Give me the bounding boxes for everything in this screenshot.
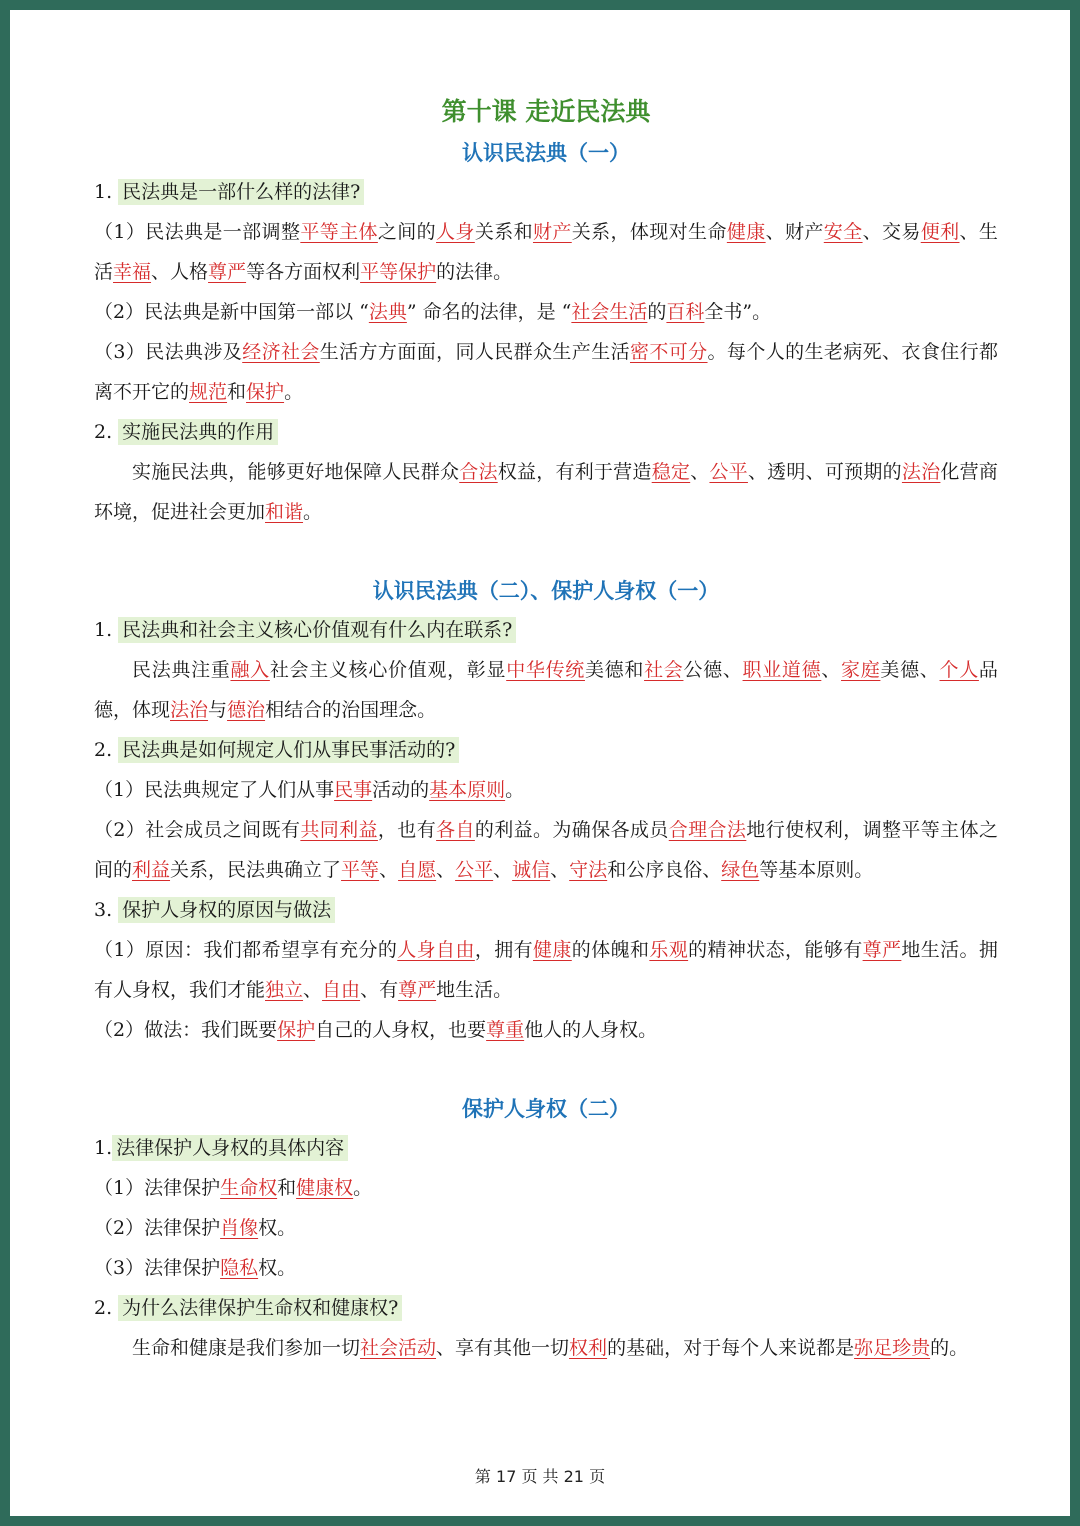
text-segment: 、	[690, 461, 710, 483]
paragraph	[94, 1010, 998, 1050]
keyword: 公平	[455, 859, 494, 881]
text-segment: 社会主义核心价值观，彰显	[269, 659, 507, 681]
keyword: 守法	[569, 859, 608, 881]
text-segment: 权。	[258, 1257, 297, 1279]
keyword: 社会活动	[360, 1337, 437, 1359]
paragraph	[94, 1248, 998, 1288]
text-segment: 、人格	[151, 261, 209, 283]
text-segment: 、	[303, 979, 323, 1001]
keyword: 中华传统	[506, 659, 585, 681]
text-segment: 、	[379, 859, 399, 881]
keyword: 平等	[341, 859, 380, 881]
text-segment: ” 命名的法律，是 “	[406, 301, 572, 323]
section-title: 认识民法典（一）	[462, 141, 630, 165]
text-segment: 。	[284, 381, 304, 403]
text-segment: 生命和健康是我们参加一切	[132, 1337, 361, 1359]
text-segment: 、有	[360, 979, 399, 1001]
text-segment: （2）民法典是新中国第一部以 “	[94, 301, 369, 323]
keyword: 尊严	[398, 979, 437, 1001]
text-segment: 权益，有利于营造	[497, 461, 652, 483]
keyword: 平等保护	[360, 261, 437, 283]
text-segment: （1）法律保护	[94, 1177, 221, 1199]
text-segment: （3）民法典涉及	[94, 341, 243, 363]
keyword: 共同利益	[300, 819, 378, 841]
keyword: 幸福	[113, 261, 152, 283]
keyword: 绿色	[721, 859, 760, 881]
question-heading	[94, 172, 998, 212]
page-footer: 第 17 页 共 21 页	[474, 1467, 606, 1486]
text-segment: ，也有	[377, 819, 437, 841]
text-segment: 相结合的治国理念。	[265, 699, 437, 721]
keyword: 社会生活	[571, 301, 648, 323]
question-text: 民法典是如何规定人们从事民事活动的?	[118, 737, 459, 763]
text-segment: 与	[208, 699, 228, 721]
document-content	[94, 90, 998, 1368]
text-segment: 。	[303, 501, 323, 523]
keyword: 保护	[277, 1019, 316, 1041]
question-text: 为什么法律保护生命权和健康权?	[118, 1295, 402, 1321]
question-text: 民法典是一部什么样的法律?	[118, 179, 364, 205]
text-segment: （2）做法：我们既要	[94, 1019, 278, 1041]
text-segment: 地生活。	[436, 979, 513, 1001]
text-segment: （2）社会成员之间既有	[94, 819, 301, 841]
question-heading	[94, 1128, 998, 1168]
paragraph	[94, 1208, 998, 1248]
question-heading	[94, 412, 998, 452]
keyword: 个人	[939, 659, 979, 681]
text-segment: 全书”。	[704, 301, 772, 323]
text-segment: （1）民法典规定了人们从事	[94, 779, 335, 801]
text-segment: 、生活	[94, 221, 998, 283]
section-gap	[94, 1050, 998, 1090]
keyword: 融入	[230, 659, 270, 681]
keyword: 法治	[170, 699, 209, 721]
text-segment: 地生活。拥有人身权，我们才能	[94, 939, 998, 1001]
keyword: 平等主体	[300, 221, 378, 243]
paragraph	[94, 1168, 998, 1208]
keyword: 密不可分	[629, 341, 708, 363]
keyword: 法治	[901, 461, 941, 483]
text-segment: 他人的人身权。	[524, 1019, 658, 1041]
text-segment: 和	[227, 381, 247, 403]
keyword: 肖像	[220, 1217, 259, 1239]
text-segment: 化营商环境，促进社会更加	[94, 461, 998, 523]
keyword: 家庭	[841, 659, 881, 681]
text-segment: 、享有其他一切	[436, 1337, 570, 1359]
text-segment: 品德，体现	[94, 659, 998, 721]
paragraph	[94, 292, 998, 332]
question-number: 2.	[94, 421, 119, 443]
keyword: 人身自由	[397, 939, 475, 961]
paragraph	[94, 770, 998, 810]
question-number: 1.	[94, 181, 119, 203]
keyword: 权利	[569, 1337, 608, 1359]
question-text: 法律保护人身权的具体内容	[112, 1135, 348, 1161]
keyword: 合理合法	[668, 819, 747, 841]
text-segment: 的法律。	[436, 261, 513, 283]
text-segment: 、	[821, 659, 842, 681]
text-segment: 等各方面权利	[246, 261, 361, 283]
keyword: 便利	[920, 221, 960, 243]
text-segment: 活动的	[372, 779, 430, 801]
keyword: 利益	[132, 859, 171, 881]
keyword: 健康	[533, 939, 572, 961]
paragraph	[94, 332, 998, 412]
keyword: 财产	[532, 221, 572, 243]
text-segment: 关系，体现对生命	[571, 221, 727, 243]
text-segment: 、	[493, 859, 513, 881]
text-segment: 、	[550, 859, 570, 881]
keyword: 隐私	[220, 1257, 259, 1279]
keyword: 保护	[246, 381, 285, 403]
text-segment: 的体魄和	[571, 939, 650, 961]
question-number: 2.	[94, 739, 119, 761]
text-segment: 关系和	[474, 221, 533, 243]
keyword: 和谐	[265, 501, 304, 523]
keyword: 规范	[189, 381, 228, 403]
text-segment: （3）法律保护	[94, 1257, 221, 1279]
text-segment: 、	[436, 859, 456, 881]
keyword: 合法	[459, 461, 498, 483]
keyword: 尊严	[862, 939, 902, 961]
text-segment: 之间的	[377, 221, 437, 243]
question-heading	[94, 730, 998, 770]
section-title: 保护人身权（二）	[462, 1097, 630, 1121]
paragraph	[94, 930, 998, 1010]
text-segment: 、财产	[765, 221, 824, 243]
keyword: 自愿	[398, 859, 437, 881]
text-segment: 权。	[258, 1217, 297, 1239]
text-segment: ，拥有	[474, 939, 533, 961]
keyword: 百科	[666, 301, 705, 323]
keyword: 弥足珍贵	[854, 1337, 931, 1359]
paragraph	[94, 452, 998, 532]
text-segment: 和公序良俗、	[607, 859, 722, 881]
keyword: 安全	[823, 221, 863, 243]
keyword: 社会	[644, 659, 684, 681]
keyword: 经济社会	[242, 341, 320, 363]
text-segment: 公德、	[683, 659, 743, 681]
keyword: 人身	[436, 221, 475, 243]
text-segment: （2）法律保护	[94, 1217, 221, 1239]
paragraph	[94, 650, 998, 730]
question-text: 民法典和社会主义核心价值观有什么内在联系?	[118, 617, 516, 643]
paragraph	[94, 212, 998, 292]
keyword: 职业道德	[742, 659, 822, 681]
paragraph	[94, 810, 998, 890]
text-segment: 、透明、可预期的	[747, 461, 902, 483]
keyword: 法典	[368, 301, 407, 323]
text-segment: 等基本原则。	[759, 859, 874, 881]
paragraph	[94, 1328, 998, 1368]
keyword: 生命权	[220, 1177, 278, 1199]
keyword: 尊重	[486, 1019, 525, 1041]
text-segment: 、交易	[862, 221, 921, 243]
text-segment: 生活方方面面，同人民群众生产生活	[319, 341, 630, 363]
question-number: 1.	[94, 1137, 113, 1159]
text-segment: 美德和	[584, 659, 645, 681]
text-segment: 的利益。为确保各成员	[474, 819, 669, 841]
keyword: 自由	[322, 979, 361, 1001]
text-segment: 。每个人的生老病死、衣食住行都离不开它的	[94, 341, 998, 403]
keyword: 诚信	[512, 859, 551, 881]
question-number: 3.	[94, 899, 119, 921]
question-heading	[94, 890, 998, 930]
keyword: 基本原则	[429, 779, 506, 801]
question-number: 1.	[94, 619, 119, 641]
question-heading	[94, 1288, 998, 1328]
text-segment: 。	[505, 779, 525, 801]
text-segment: 的精神状态，能够有	[688, 939, 863, 961]
text-segment: 的基础，对于每个人来说都是	[607, 1337, 855, 1359]
keyword: 尊严	[208, 261, 247, 283]
text-segment: 美德、	[880, 659, 940, 681]
keyword: 公平	[709, 461, 748, 483]
question-text: 保护人身权的原因与做法	[118, 897, 335, 923]
question-number: 2.	[94, 1297, 119, 1319]
text-segment: 关系，民法典确立了	[170, 859, 342, 881]
question-text: 实施民法典的作用	[118, 419, 278, 445]
document-page	[10, 10, 1070, 1516]
section-title: 认识民法典（二）、保护人身权（一）	[372, 579, 720, 603]
text-segment: 自己的人身权，也要	[315, 1019, 487, 1041]
text-segment: 。	[353, 1177, 373, 1199]
section-gap	[94, 532, 998, 572]
page-title: 第十课 走近民法典	[441, 97, 651, 126]
text-segment: 实施民法典，能够更好地保障人民群众	[132, 461, 460, 483]
text-segment: 民法典注重	[132, 659, 231, 681]
keyword: 健康	[726, 221, 766, 243]
keyword: 独立	[265, 979, 304, 1001]
text-segment: 和	[277, 1177, 297, 1199]
keyword: 各自	[436, 819, 475, 841]
keyword: 德治	[227, 699, 266, 721]
text-segment: 地行使权利，调整平等主体之间的	[94, 819, 998, 881]
keyword: 健康权	[296, 1177, 354, 1199]
keyword: 乐观	[649, 939, 689, 961]
text-segment: 的。	[930, 1337, 969, 1359]
keyword: 稳定	[651, 461, 691, 483]
question-heading	[94, 610, 998, 650]
keyword: 民事	[334, 779, 373, 801]
text-segment: （1）民法典是一部调整	[94, 221, 301, 243]
text-segment: （1）原因：我们都希望享有充分的	[94, 939, 398, 961]
text-segment: 的	[647, 301, 667, 323]
